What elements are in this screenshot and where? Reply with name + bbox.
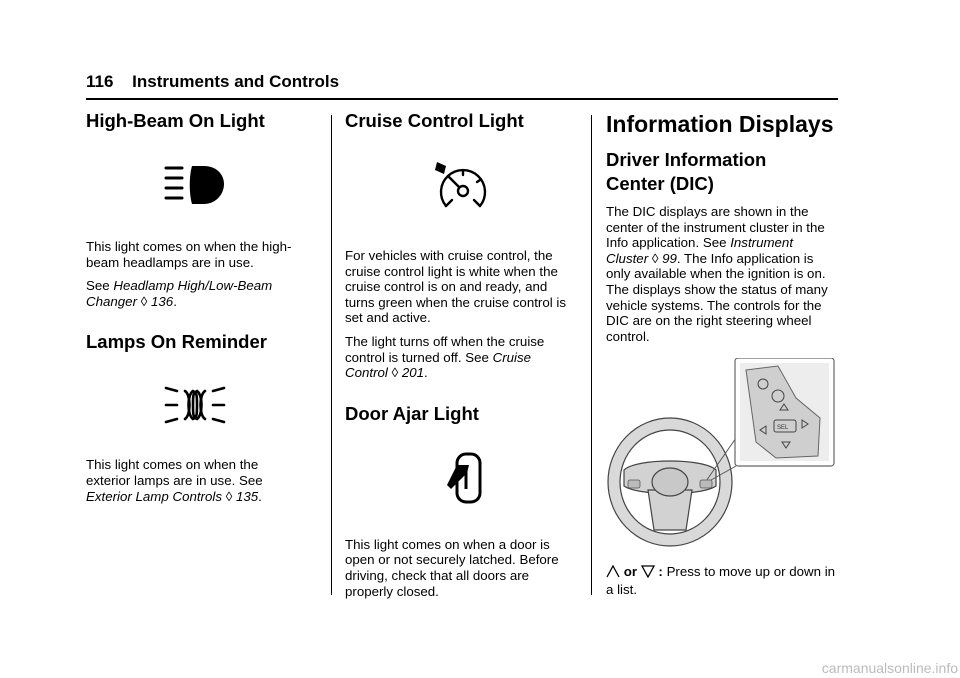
arrow-controls-text: or : Press to move up or down in a list.: [606, 564, 836, 597]
high-beam-see: See Headlamp High/Low-Beam Changer ◊ 136.: [86, 278, 273, 309]
column-2: [345, 110, 580, 599]
cruise-text-1: For vehicles with cruise control, the cruise control light is white when the cruise control is on and ready, and turns green when the cruise control is set and active.: [345, 248, 566, 326]
page-header: [86, 72, 838, 92]
header-rule: [86, 98, 838, 100]
cruise-heading: Cruise Control Light: [345, 110, 524, 131]
lamps-heading: Lamps On Reminder: [86, 331, 267, 353]
steering-wheel-controls-illustration: [606, 358, 838, 558]
watermark: carmanualsonline.info: [821, 660, 958, 676]
cruise-control-icon: [345, 132, 580, 242]
high-beam-text: This light comes on when the high-beam headlamps are in use.: [86, 239, 292, 270]
lamps-link[interactable]: Exterior Lamp Controls: [86, 488, 222, 504]
instrument-cluster-link[interactable]: Instrument Cluster: [606, 235, 794, 266]
column-divider-2: [591, 115, 592, 595]
high-beam-icon: [86, 132, 304, 237]
svg-text:SEL: SEL: [777, 425, 789, 432]
column-1: [86, 110, 304, 504]
door-text: This light comes on when a door is open or not securely latched. Before driving, check that all doors are properly closed.: [345, 536, 559, 599]
column-divider-1: [331, 115, 332, 595]
section-title: Instruments and Controls: [132, 72, 340, 91]
cruise-text-2: The light turns off when the cruise control is turned off. See Cruise Control ◊ 201.: [345, 333, 545, 381]
info-displays-heading: Information Displays: [606, 111, 834, 137]
page-number: 116: [86, 72, 114, 91]
high-beam-heading: High-Beam On Light: [86, 110, 265, 131]
dic-text: The DIC displays are shown in the center of the instrument cluster in the Info application. See Instrument Cluster ◊ 99. The Info application is only available when the ignition is on. The displays show the status of many vehicle systems. The controls for the DIC are on the right steering wheel control.: [606, 204, 828, 344]
door-heading: Door Ajar Light: [345, 402, 479, 424]
high-beam-link[interactable]: Headlamp High/Low-Beam Changer: [86, 278, 273, 309]
exterior-lamps-icon: [86, 353, 304, 457]
door-ajar-icon: [345, 425, 580, 531]
cruise-link[interactable]: Cruise Control: [345, 349, 532, 381]
dic-heading: Driver Information Center (DIC): [606, 149, 767, 194]
lamps-text: This light comes on when the exterior lamps are in use. See Exterior Lamp Controls ◊ 135.: [86, 457, 263, 504]
up-arrow-icon: [606, 565, 620, 582]
down-arrow-icon: [641, 565, 655, 582]
column-3: [606, 110, 838, 598]
